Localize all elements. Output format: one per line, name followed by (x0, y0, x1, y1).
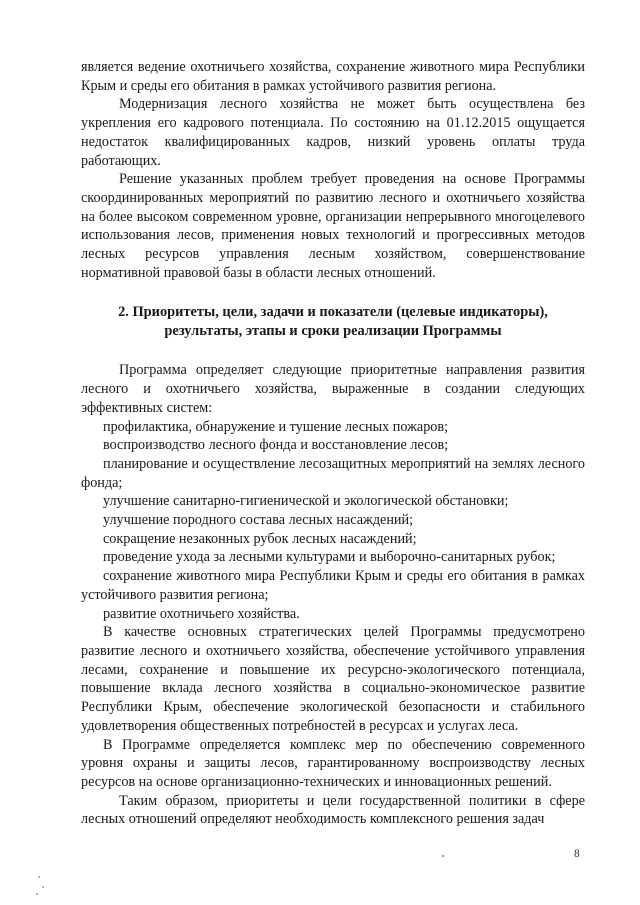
scan-speck (42, 886, 44, 888)
scan-speck (442, 855, 444, 857)
list-item: планирование и осуществление лесозащитных мероприятий на землях лесного фонда; (81, 455, 585, 491)
list-item: развитие охотничьего хозяйства. (103, 605, 300, 622)
document-page (81, 58, 585, 829)
list-item: сохранение животного мира Республики Крым и среды его обитания в рамках устойчивого развития региона; (81, 568, 585, 603)
paragraph-strategic-goals: В качестве основных стратегических целей Программы предусмотрено развитие лесного и охотничьего хозяйства, обеспечение устойчивого управления лесами, сохранение и повышение их ресурсно-экологического потенциала, повышение вклада лесного хозяйства в социально-экономическое развитие Республики Крым, обеспечение экологической безопасности и стабильного удовлетворения общественных потребностей в ресурсах и услугах леса. (81, 624, 585, 734)
paragraph-intro-continuation: является ведение охотничьего хозяйства, сохранение животного мира Республики Крым и среды его обитания в рамках устойчивого развития региона. (81, 59, 585, 94)
list-item: улучшение породного состава лесных насаждений; (103, 512, 414, 529)
list-item: улучшение санитарно-гигиенической и экологической обстановки; (103, 493, 509, 510)
scan-speck (36, 893, 38, 895)
list-item: воспроизводство лесного фонда и восстановление лесов; (103, 437, 449, 454)
scan-speck (38, 876, 40, 878)
paragraph-program-measures: В Программе определяется комплекс мер по обеспечению современного уровня охраны и защиты лесов, гарантированному воспроизводству лесных ресурсов на основе организационно-технических и инновационных решений. (81, 736, 585, 790)
list-item: проведение ухода за лесными культурами и выборочно-санитарных рубок; (103, 549, 556, 566)
list-item: профилактика, обнаружение и тушение лесных пожаров; (103, 418, 449, 435)
paragraph-problem-solution: Решение указанных проблем требует проведения на основе Программы скоординированных мероприятий по развитию лесного и охотничьего хозяйства на более высоком современном уровне, организации непрерывного многоцелевого использования лесов, применения новых технологий и прогрессивных методов лесных ресурсов управления лесным хозяйством, совершенствование нормативной правовой базы в области лесных отношений. (81, 171, 585, 281)
paragraph-staff-modernization: Модернизация лесного хозяйства не может быть осуществлена без укрепления его кадрового потенциала. По состоянию на 01.12.2015 ощущается недостаток квалифицированных кадров, низкий уровень оплаты труда работающих. (81, 96, 585, 169)
paragraph-section-intro: Программа определяет следующие приоритетные направления развития лесного и охотничьего хозяйства, выраженные в создании следующих эффективных систем: (81, 362, 585, 416)
section-heading (81, 303, 585, 341)
page-number: 8 (574, 848, 580, 860)
section-heading-line-2: результаты, этапы и сроки реализации Программы (164, 323, 502, 340)
paragraph-conclusion: Таким образом, приоритеты и цели государственной политики в сфере лесных отношений определяют необходимость комплексного решения задач (81, 792, 585, 828)
section-heading-line-1: 2. Приоритеты, цели, задачи и показатели (целевые индикаторы), (118, 304, 548, 321)
list-item: сокращение незаконных рубок лесных насаждений; (103, 530, 417, 547)
